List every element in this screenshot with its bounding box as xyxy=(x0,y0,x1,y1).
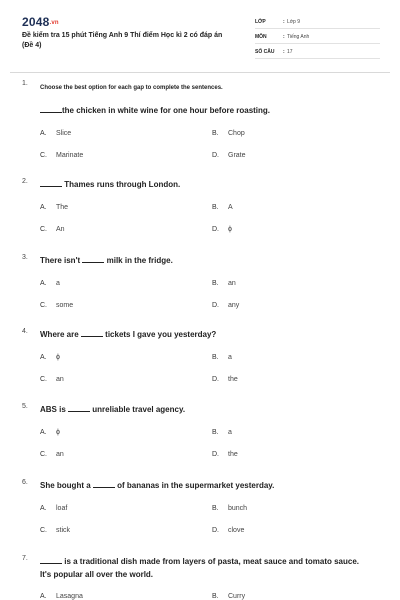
option-letter: B. xyxy=(212,593,219,600)
option-letter: C. xyxy=(40,527,47,534)
option-letter: B. xyxy=(212,429,219,436)
option-value: Slice xyxy=(56,130,72,137)
question-number: 2. xyxy=(22,178,28,185)
option-a[interactable] xyxy=(40,593,83,600)
question-text xyxy=(40,555,370,581)
question-text-before: There isn't xyxy=(40,256,81,265)
option-value: any xyxy=(228,302,240,309)
meta-key: LỚP xyxy=(255,18,266,25)
answer-blank xyxy=(81,328,103,337)
meta-key: MÔN xyxy=(255,33,267,40)
option-letter: C. xyxy=(40,451,47,458)
option-value: The xyxy=(56,204,69,211)
option-value: the xyxy=(228,376,238,383)
option-value: Marinate xyxy=(56,152,84,159)
option-d[interactable] xyxy=(212,451,238,458)
site-logo[interactable] xyxy=(22,15,59,29)
option-letter: A. xyxy=(40,130,47,137)
question-number: 3. xyxy=(22,254,28,261)
question-text-after: milk in the fridge. xyxy=(106,256,173,265)
question-text-before: Where are xyxy=(40,330,79,339)
option-letter: A. xyxy=(40,429,47,436)
option-letter: B. xyxy=(212,130,219,137)
option-letter: C. xyxy=(40,152,47,159)
question-text xyxy=(40,328,370,341)
question-text-after: is a traditional dish made from layers of pasta, meat sauce and tomato sauce. It's popular all over the world. xyxy=(40,557,359,579)
option-value: Grate xyxy=(228,152,246,159)
option-letter: C. xyxy=(40,376,47,383)
option-b[interactable] xyxy=(212,593,245,600)
option-a[interactable] xyxy=(40,280,60,287)
option-b[interactable] xyxy=(212,204,233,211)
meta-separator: : xyxy=(283,33,285,40)
question-text-before: ABS is xyxy=(40,405,66,414)
answer-blank xyxy=(68,403,90,412)
option-letter: D. xyxy=(212,152,219,159)
option-b[interactable] xyxy=(212,280,236,287)
option-value: a xyxy=(228,429,232,436)
option-c[interactable] xyxy=(40,152,83,159)
option-value: a xyxy=(56,280,60,287)
question-text xyxy=(40,479,370,492)
logo-text: 2048 xyxy=(22,15,50,29)
option-c[interactable] xyxy=(40,527,70,534)
option-value: ϕ xyxy=(56,354,60,361)
question-number: 1. xyxy=(22,80,28,87)
option-letter: B. xyxy=(212,204,219,211)
meta-separator: : xyxy=(283,18,285,25)
meta-value: 17 xyxy=(287,48,293,55)
option-value: loaf xyxy=(56,505,68,512)
header xyxy=(0,0,400,72)
option-letter: D. xyxy=(212,226,219,233)
header-divider xyxy=(10,72,390,73)
question-number: 7. xyxy=(22,555,28,562)
question-text xyxy=(40,178,370,191)
option-c[interactable] xyxy=(40,451,64,458)
page-title: Đề kiểm tra 15 phút Tiếng Anh 9 Thí điểm Học kì 2 có đáp án (Đề 4) xyxy=(22,32,223,49)
option-letter: B. xyxy=(212,505,219,512)
meta-row-class xyxy=(255,15,380,29)
option-c[interactable] xyxy=(40,226,65,233)
option-letter: A. xyxy=(40,505,47,512)
option-a[interactable] xyxy=(40,429,60,436)
option-letter: D. xyxy=(212,302,219,309)
question-text-after: tickets I gave you yesterday? xyxy=(105,330,217,339)
meta-separator: : xyxy=(283,48,285,55)
question-text xyxy=(40,403,370,416)
question-text-after: unreliable travel agency. xyxy=(92,405,186,414)
option-letter: B. xyxy=(212,354,219,361)
option-value: a xyxy=(228,354,232,361)
question-text-after: the chicken in white wine for one hour before roasting. xyxy=(62,106,271,115)
option-d[interactable] xyxy=(212,152,246,159)
option-letter: D. xyxy=(212,376,219,383)
option-d[interactable] xyxy=(212,226,232,233)
question-instruction: Choose the best option for each gap to complete the sentences. xyxy=(40,85,223,91)
option-a[interactable] xyxy=(40,354,60,361)
option-a[interactable] xyxy=(40,204,68,211)
option-value: Curry xyxy=(228,593,246,600)
option-letter: A. xyxy=(40,204,47,211)
logo-suffix: .vn xyxy=(49,19,59,26)
option-c[interactable] xyxy=(40,302,73,309)
option-b[interactable] xyxy=(212,130,245,137)
option-value: stick xyxy=(56,527,70,534)
answer-blank xyxy=(40,555,62,564)
option-value: ϕ xyxy=(56,429,60,436)
option-c[interactable] xyxy=(40,376,64,383)
option-letter: C. xyxy=(40,226,47,233)
option-value: An xyxy=(56,226,65,233)
option-d[interactable] xyxy=(212,527,244,534)
option-value: an xyxy=(228,280,236,287)
option-value: Chop xyxy=(228,130,245,137)
option-value: some xyxy=(56,302,74,309)
option-b[interactable] xyxy=(212,505,247,512)
option-letter: D. xyxy=(212,527,219,534)
option-letter: B. xyxy=(212,280,219,287)
option-value: bunch xyxy=(228,505,248,512)
question-text-after: Thames runs through London. xyxy=(64,180,181,189)
meta-value: Tiếng Anh xyxy=(287,33,310,40)
option-value: Lasagna xyxy=(56,593,83,600)
question-number: 5. xyxy=(22,403,28,410)
option-value: A xyxy=(228,204,233,211)
meta-row-count xyxy=(255,45,380,59)
question-text xyxy=(40,254,370,267)
question-text xyxy=(40,104,370,117)
meta-info xyxy=(255,15,380,60)
option-value: the xyxy=(228,451,238,458)
question-text-before: She bought a xyxy=(40,481,91,490)
question-text-after: of bananas in the supermarket yesterday. xyxy=(117,481,275,490)
option-value: an xyxy=(56,451,64,458)
answer-blank xyxy=(82,254,104,263)
meta-row-subject xyxy=(255,30,380,44)
option-value: ϕ xyxy=(228,226,232,233)
meta-value: Lớp 9 xyxy=(287,18,301,25)
answer-blank xyxy=(40,178,62,187)
answer-blank xyxy=(93,479,115,488)
option-letter: D. xyxy=(212,451,219,458)
answer-blank xyxy=(40,104,62,113)
question-number: 6. xyxy=(22,479,28,486)
option-value: clove xyxy=(228,527,245,534)
option-a[interactable] xyxy=(40,130,71,137)
option-b[interactable] xyxy=(212,354,232,361)
option-value: an xyxy=(56,376,64,383)
option-letter: A. xyxy=(40,593,47,600)
option-letter: A. xyxy=(40,280,47,287)
option-letter: C. xyxy=(40,302,47,309)
question-number: 4. xyxy=(22,328,28,335)
option-letter: A. xyxy=(40,354,47,361)
option-d[interactable] xyxy=(212,376,238,383)
meta-key: SỐ CÂU xyxy=(255,48,275,55)
option-a[interactable] xyxy=(40,505,67,512)
option-b[interactable] xyxy=(212,429,232,436)
option-d[interactable] xyxy=(212,302,239,309)
